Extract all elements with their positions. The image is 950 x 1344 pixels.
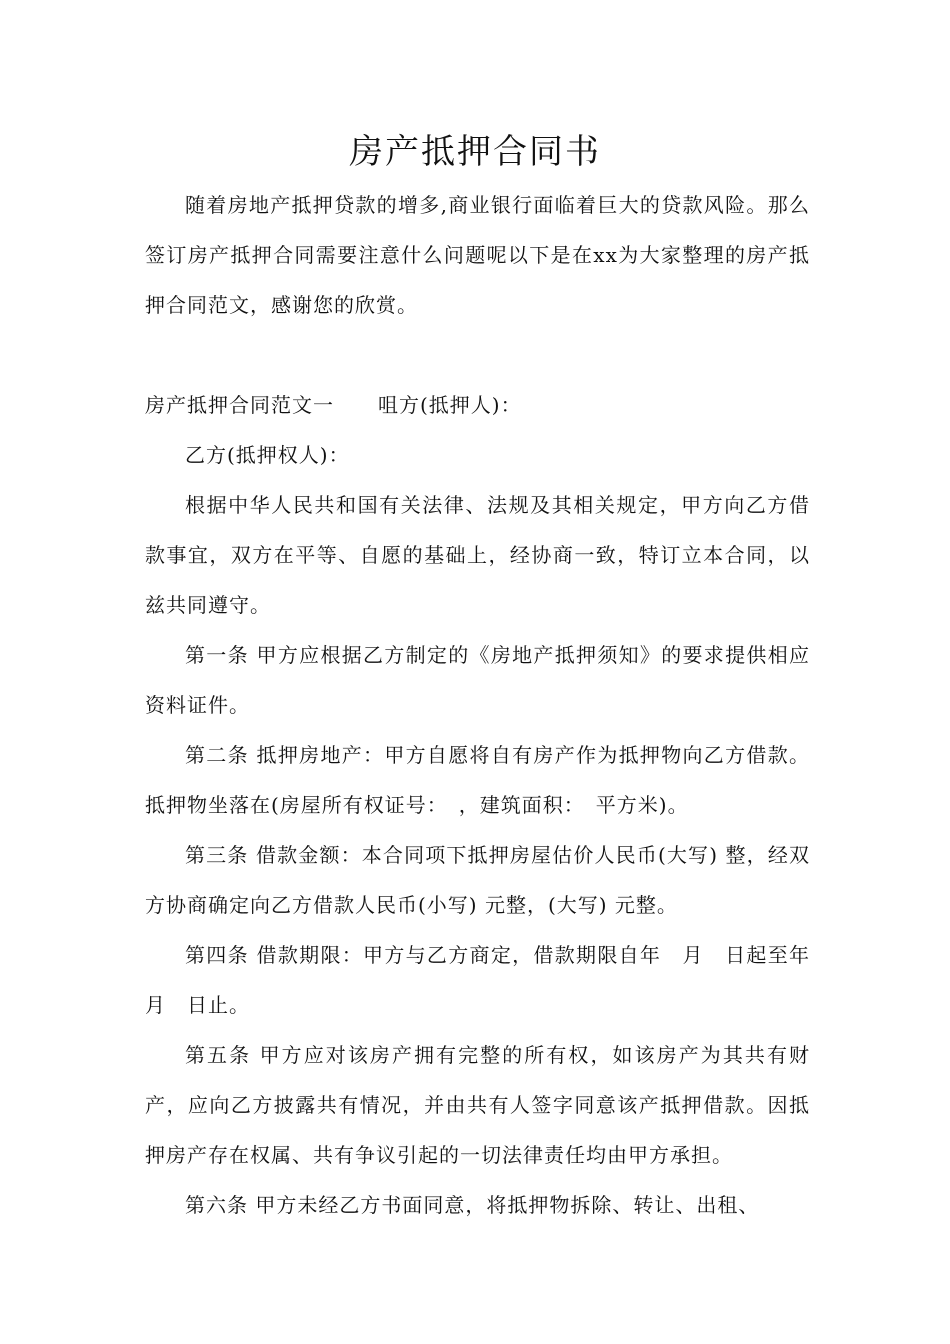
sample-heading: 房产抵押合同范文一 [145,393,334,417]
party-b-label: 乙方(抵押权人)： [185,443,350,467]
document-title: 房产抵押合同书 [349,132,601,172]
party-a-label: 咀方(抵押人)： [378,393,522,417]
article-6: 第六条 甲方未经乙方书面同意，将抵押物拆除、转让、出租、 [185,1193,760,1217]
document-body [145,180,831,1230]
sample-heading-line [145,380,810,430]
article-1: 第一条 甲方应根据乙方制定的《房地产抵押须知》的要求提供相应资料证件。 [145,643,810,717]
preamble-paragraph: 根据中华人民共和国有关法律、法规及其相关规定，甲方向乙方借款事宜，双方在平等、自愿的基础上，经协商一致，特订立本合同，以兹共同遵守。 [145,493,810,617]
intro-paragraph: 随着房地产抵押贷款的增多,商业银行面临着巨大的贷款风险。那么签订房产抵押合同需要注意什么问题呢以下是在xx为大家整理的房产抵押合同范文，感谢您的欣赏。 [145,193,810,317]
article-4: 第四条 借款期限：甲方与乙方商定，借款期限自年 月 日起至年 月 日止。 [145,943,831,1017]
article-3: 第三条 借款金额：本合同项下抵押房屋估价人民币(大写) 整，经双方协商确定向乙方借款人民币(小写) 元整，(大写) 元整。 [145,843,810,917]
blank-line [145,330,810,380]
article-2: 第二条 抵押房地产：甲方自愿将自有房产作为抵押物向乙方借款。抵押物坐落在(房屋所有权证号： ，建筑面积： 平方米)。 [145,743,810,817]
article-5: 第五条 甲方应对该房产拥有完整的所有权，如该房产为其共有财产，应向乙方披露共有情况，并由共有人签字同意该产抵押借款。因抵押房产存在权属、共有争议引起的一切法律责任均由甲方承担。 [145,1043,810,1167]
